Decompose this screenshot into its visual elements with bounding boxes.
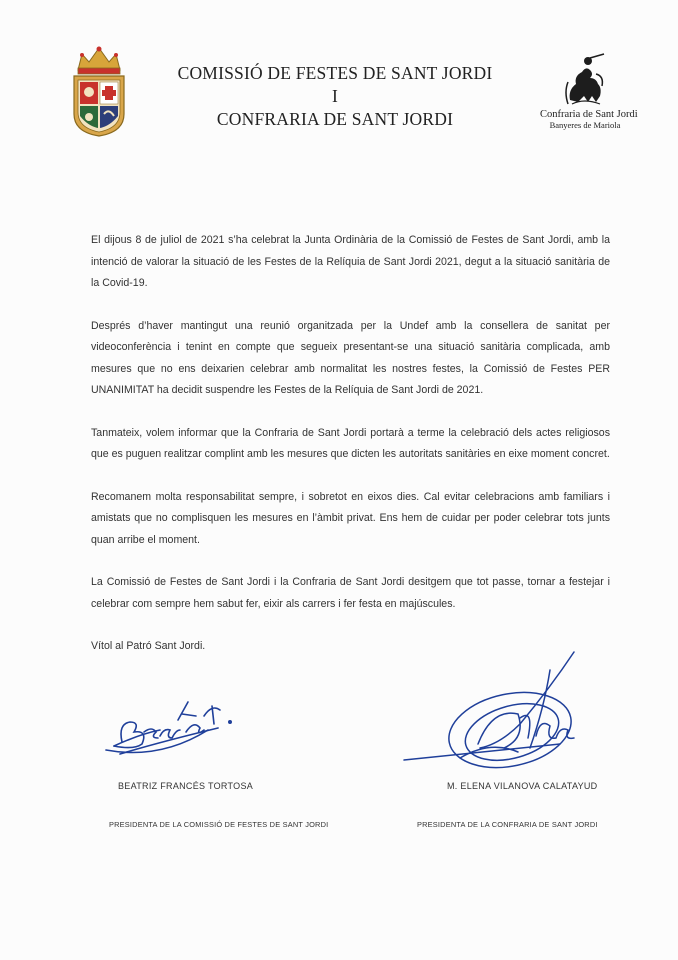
signature-left	[100, 690, 260, 770]
saint-george-icon	[560, 52, 610, 108]
paragraph: Recomanem molta responsabilitat sempre, i sobretot en eixos dies. Cal evitar celebracions amb familiars i amistats que no complisquen les mesures en l’àmbit privat. Ens hem de cuidar per poder celebrar tots junts quan arribe el moment.	[91, 490, 610, 546]
letter-body	[91, 230, 610, 658]
header-title	[150, 62, 520, 131]
paragraph: Tanmateix, volem informar que la Confraria de Sant Jordi portarà a terme la celebració dels actes religiosos que es puguen realitzar complint amb les mesures que dicten les autoritats sanitàries en eixe moment concret.	[91, 426, 610, 460]
signatory-role-right: PRESIDENTA DE LA CONFRARIA DE SANT JORDI	[417, 820, 598, 829]
signatory-role-left: PRESIDENTA DE LA COMISSIÓ DE FESTES DE SANT JORDI	[109, 820, 329, 829]
confraria-logo	[540, 52, 638, 142]
header-title-line2: I	[331, 86, 339, 106]
paragraph: Després d’haver mantingut una reunió organitzada per la Undef amb la consellera de sanitat per videoconferència i tenint en compte que segueix presentant-se una situació sanitària complicada, amb mesures que no ens deixarien celebrar amb normalitat les nostres festes, la Comissió de Festes PER UNANIMITAT ha decidit suspendre les Festes de la Relíquia de Sant Jordi de 2021.	[91, 319, 610, 396]
header-title-line3: CONFRARIA DE SANT JORDI	[216, 109, 454, 129]
signature-right	[400, 648, 600, 773]
closing-line: Vítol al Patró Sant Jordi.	[91, 640, 206, 652]
header-title-line1: COMISSIÓ DE FESTES DE SANT JORDI	[177, 63, 493, 83]
paragraph: El dijous 8 de juliol de 2021 s’ha celebrat la Junta Ordinària de la Comissió de Festes de Sant Jordi, amb la intenció de valorar la situació de les Festes de la Relíquia de Sant Jordi 2021, degut a la situació sanitària de la Covid-19.	[91, 234, 610, 289]
logo-name: Confraria de Sant Jordi	[540, 109, 638, 120]
logo-place: Banyeres de Mariola	[549, 120, 621, 130]
signatory-name-right: M. ELENA VILANOVA CALATAYUD	[447, 781, 598, 791]
paragraph: La Comissió de Festes de Sant Jordi i la Confraria de Sant Jordi desitgem que tot passe, tornar a festejar i celebrar com sempre hem sabut fer, eixir als carrers i fer festa en majúscules.	[91, 576, 610, 610]
coat-of-arms-logo	[68, 44, 130, 140]
signatory-name-left: BEATRIZ FRANCÉS TORTOSA	[118, 781, 254, 791]
